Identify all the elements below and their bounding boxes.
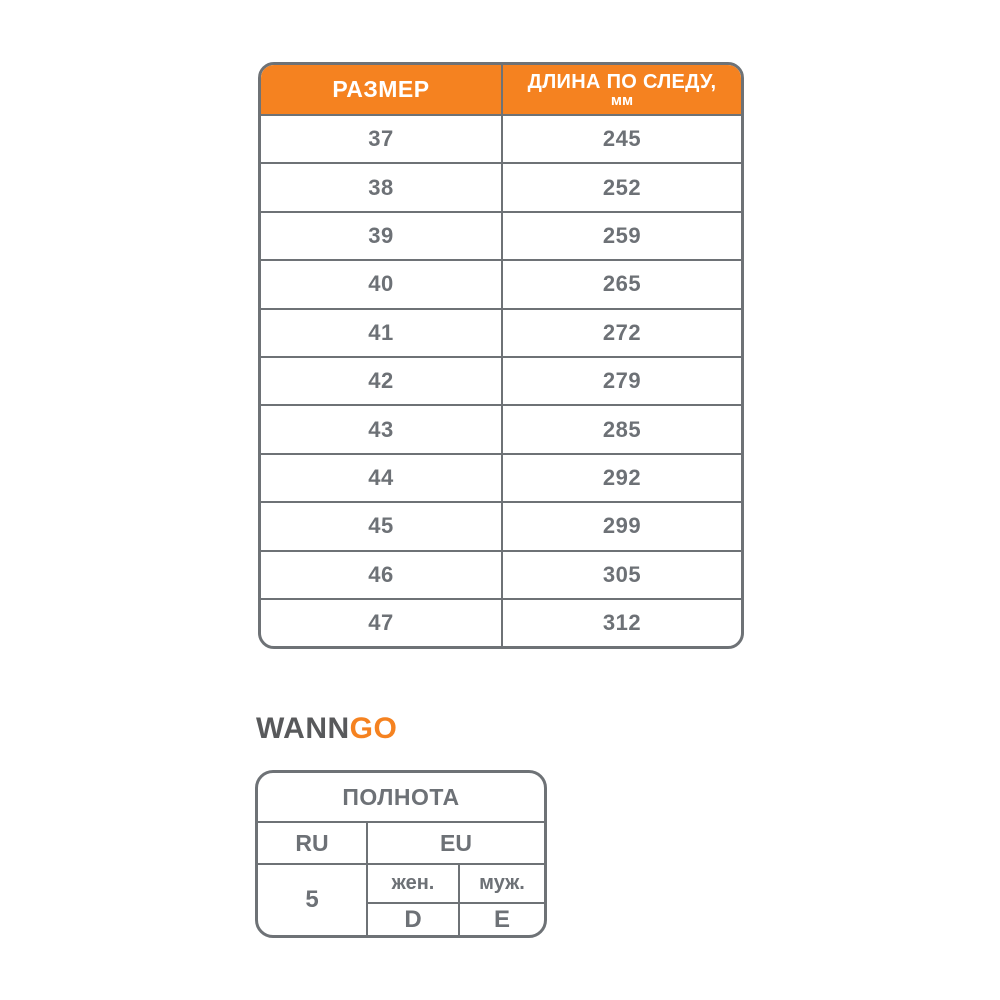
size-cell: 38 — [368, 174, 394, 200]
fullness-women-label: жен. — [391, 872, 435, 894]
table-row — [261, 550, 741, 598]
length-cell: 285 — [501, 406, 741, 452]
size-cell: 40 — [368, 271, 394, 297]
header-length-line2: мм — [610, 92, 634, 109]
logo-gray-part: WANN — [256, 712, 350, 745]
table-row — [261, 162, 741, 210]
length-cell: 272 — [501, 310, 741, 356]
header-length-label — [501, 65, 741, 114]
length-cell: 259 — [501, 213, 741, 259]
fullness-ru-label: RU — [295, 829, 329, 856]
fullness-standards-row — [258, 821, 544, 863]
table-row — [261, 259, 741, 307]
size-cell: 45 — [368, 513, 394, 539]
size-cell: 37 — [368, 126, 394, 152]
size-cell: 44 — [368, 464, 394, 490]
length-cell: 279 — [501, 358, 741, 404]
size-cell: 41 — [368, 319, 394, 345]
size-cell: 42 — [368, 368, 394, 394]
fullness-title: ПОЛНОТА — [342, 783, 460, 810]
logo-orange-part: GO — [349, 712, 398, 745]
table-row — [261, 453, 741, 501]
length-cell: 252 — [501, 164, 741, 210]
fullness-table — [255, 770, 547, 938]
fullness-ru-value: 5 — [305, 886, 319, 913]
size-table — [258, 62, 744, 649]
size-cell: 39 — [368, 222, 394, 248]
table-row — [261, 114, 741, 162]
size-table-rows — [261, 114, 741, 646]
table-row — [261, 598, 741, 646]
length-cell: 312 — [501, 600, 741, 646]
size-table-header — [261, 65, 741, 114]
fullness-eu-grid — [366, 865, 544, 935]
fullness-eu-label: EU — [366, 823, 544, 863]
table-row — [261, 356, 741, 404]
size-cell: 47 — [368, 610, 394, 636]
table-row — [261, 211, 741, 259]
fullness-values-row — [258, 863, 544, 935]
wanngo-logo — [256, 712, 397, 746]
fullness-women-value: D — [368, 902, 458, 935]
table-row — [261, 308, 741, 356]
length-cell: 305 — [501, 552, 741, 598]
length-cell: 299 — [501, 503, 741, 549]
fullness-men-label: муж. — [458, 865, 544, 902]
header-size-label: РАЗМЕР — [332, 76, 430, 102]
length-cell: 245 — [501, 116, 741, 162]
header-length-line1: ДЛИНА ПО СЛЕДУ, — [527, 71, 717, 93]
length-cell: 265 — [501, 261, 741, 307]
size-cell: 43 — [368, 416, 394, 442]
length-cell: 292 — [501, 455, 741, 501]
table-row — [261, 501, 741, 549]
table-row — [261, 404, 741, 452]
size-cell: 46 — [368, 561, 394, 587]
fullness-men-value: E — [458, 902, 544, 935]
